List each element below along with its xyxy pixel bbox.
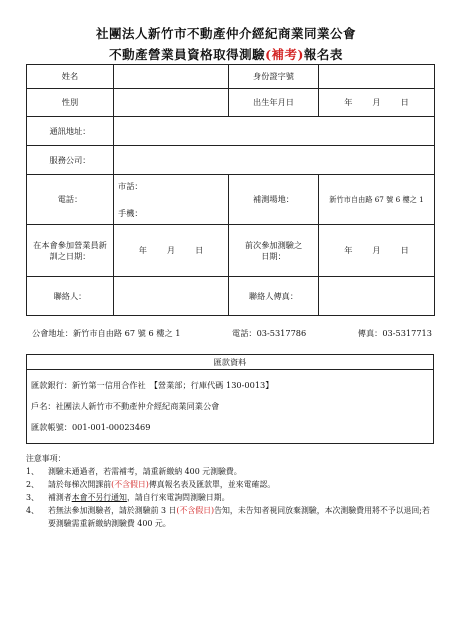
day-label: 日 <box>195 245 204 255</box>
name-field[interactable] <box>114 65 229 89</box>
day-label: 日 <box>400 97 409 107</box>
note-item <box>26 465 436 478</box>
form-subtitle <box>0 45 452 63</box>
note-text: 告知，未告知者視同放棄測驗，本次測驗費用將不予以退回;若要測驗需重新繳納測驗費 400 元。 <box>48 506 430 528</box>
address-field[interactable] <box>114 117 435 146</box>
month-label: 月 <box>166 245 176 255</box>
association-contact <box>32 328 432 339</box>
registration-form <box>26 64 435 316</box>
contact-person-label: 聯絡人： <box>27 277 114 316</box>
gender-field[interactable] <box>114 89 229 117</box>
year-label: 年 <box>344 97 353 107</box>
notes-heading: 注意事項： <box>26 454 66 463</box>
note-number: 3、 <box>26 493 39 502</box>
id-number-field[interactable] <box>319 65 435 89</box>
note-number: 2、 <box>26 480 39 489</box>
note-red-text: (不含假日) <box>111 480 149 489</box>
exam-location-value: 新竹市自由路 67 號 6 樓之 1 <box>319 175 435 225</box>
training-date-label: 在本會參加營業員新訓之日期： <box>27 225 114 277</box>
company-label: 服務公司： <box>27 146 114 175</box>
note-text: ，請自行來電詢問測驗日期。 <box>126 493 230 502</box>
remittance-table <box>26 354 434 444</box>
prev-exam-date-label: 前次參加測驗之日期： <box>229 225 319 277</box>
note-text: 若無法參加測驗者，請於測驗前 3 日 <box>48 506 177 515</box>
contact-fax-label: 聯絡人傳真： <box>229 277 319 316</box>
birth-date-field[interactable] <box>319 89 435 117</box>
notes-section <box>26 452 436 530</box>
year-label: 年 <box>138 245 147 255</box>
note-red-text: (不含假日) <box>176 506 215 515</box>
note-item <box>26 478 436 491</box>
note-underlined-text: 本會不另行通知 <box>71 493 127 502</box>
exam-location-label: 補測場地： <box>229 175 319 225</box>
note-text: 請於每梯次開課前 <box>48 480 112 489</box>
note-item <box>26 491 436 504</box>
remittance-account-number: 匯款帳號：001-001-00023469 <box>31 422 151 432</box>
training-date-field[interactable] <box>114 225 229 277</box>
form-title: 社團法人新竹市不動產仲介經紀商業同業公會 <box>95 26 356 41</box>
remittance-bank: 匯款銀行：新竹第一信用合作社 【營業部；行庫代碼 130-0013】 <box>31 380 274 390</box>
subtitle-main: 不動產營業員資格取得測驗 <box>109 47 266 62</box>
association-fax: 傳真：03-5317713 <box>357 328 432 338</box>
note-text: 補測者 <box>48 493 72 502</box>
day-label: 日 <box>400 245 409 255</box>
remittance-header: 匯款資料 <box>27 355 434 370</box>
note-text: 測驗未通過者，若需補考，請重新繳納 400 元測驗費。 <box>48 467 242 476</box>
id-number-label: 身份證字號 <box>229 65 319 89</box>
mobile-label: 手機： <box>118 207 143 218</box>
phone-label: 電話： <box>27 175 114 225</box>
note-number: 1、 <box>26 467 39 476</box>
year-label: 年 <box>344 245 353 255</box>
company-field[interactable] <box>114 146 435 175</box>
association-address: 公會地址：新竹市自由路 67 號 6 樓之 1 <box>32 328 181 338</box>
association-phone: 電話：03-5317786 <box>232 328 307 338</box>
retake-label: (補考) <box>265 47 304 62</box>
remittance-account-name: 戶名：社團法人新竹市不動產仲介經紀商業同業公會 <box>31 401 220 411</box>
gender-label: 性別 <box>27 89 114 117</box>
month-label: 月 <box>372 245 381 255</box>
month-label: 月 <box>372 97 381 107</box>
birth-date-label: 出生年月日 <box>229 89 319 117</box>
subtitle-end: 報名表 <box>303 47 343 62</box>
note-item <box>26 504 436 530</box>
name-label: 姓名 <box>27 65 114 89</box>
address-label: 通訊地址： <box>27 117 114 146</box>
prev-exam-date-field[interactable] <box>319 225 435 277</box>
note-text: 傳真報名表及匯款單，並來電確認。 <box>148 480 276 489</box>
contact-person-field[interactable] <box>114 277 229 316</box>
phone-field[interactable] <box>114 175 229 225</box>
contact-fax-field[interactable] <box>319 277 435 316</box>
note-number: 4、 <box>26 506 39 515</box>
city-phone-label: 市話： <box>118 180 143 191</box>
